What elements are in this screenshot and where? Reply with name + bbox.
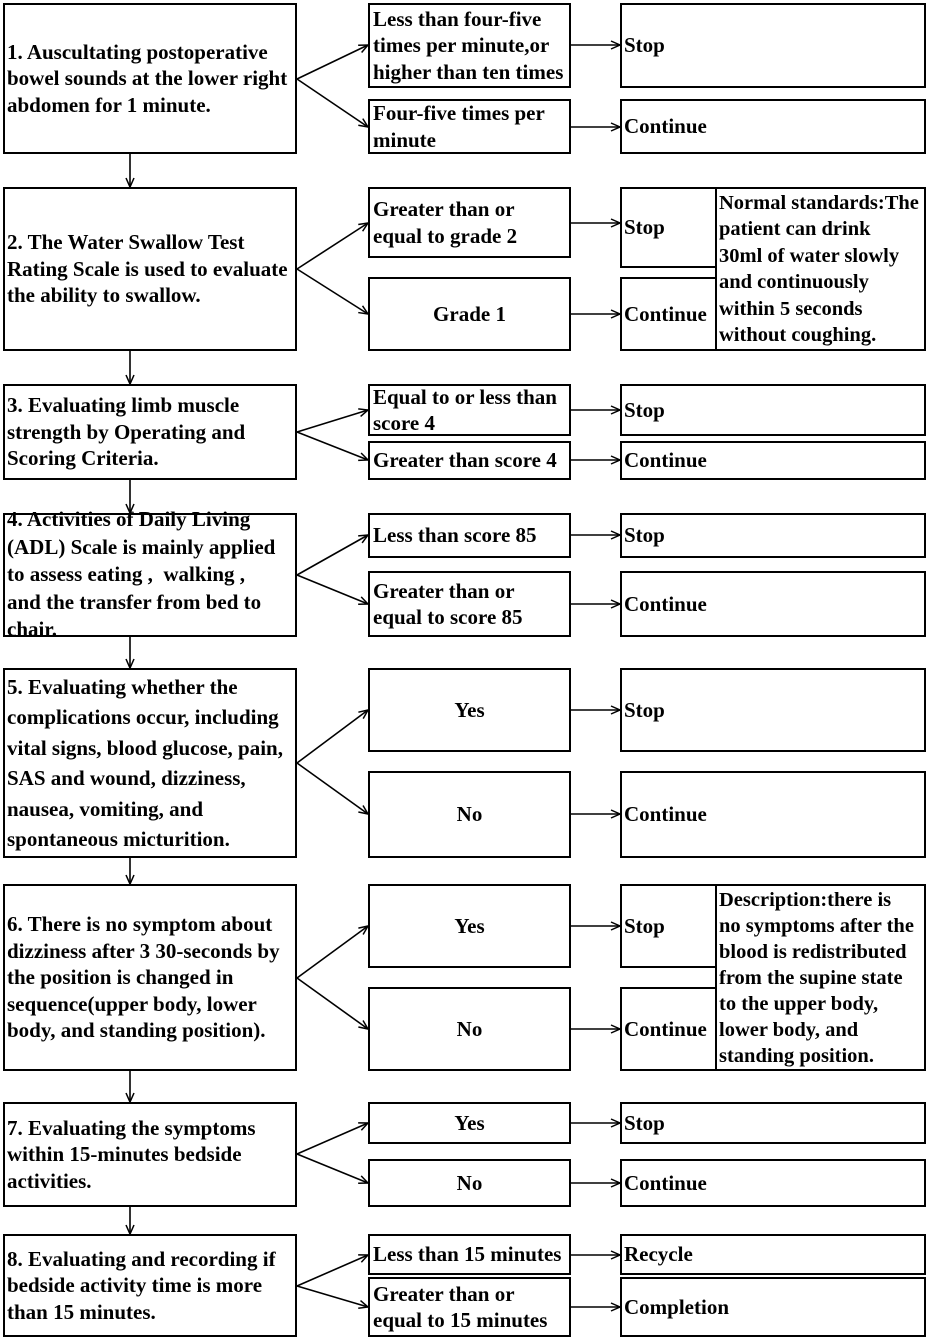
step-6-text-line: body, and standing position). — [7, 1018, 266, 1043]
step-6-result-a-box — [620, 884, 717, 968]
step-2-box — [3, 187, 297, 351]
arrow-step-5-to-condition-b — [297, 763, 368, 814]
condition-text-line: No — [456, 1016, 483, 1041]
step-6-text-line: dizziness after 3 30-seconds by — [7, 938, 280, 963]
step-7-box — [3, 1102, 297, 1207]
condition-text-line: No — [456, 1170, 483, 1195]
step-3-condition-b-box — [368, 441, 571, 480]
normal-standards-note-box — [715, 187, 926, 351]
step-8-result-a-box — [620, 1234, 926, 1275]
condition-text-line: Greater than or — [373, 1281, 515, 1306]
step-1-result-b-box — [620, 99, 926, 154]
arrow-step-1-to-condition-b — [297, 79, 368, 127]
step-5-text-line: vital signs, blood glucose, pain, — [7, 735, 283, 760]
step-5-box — [3, 668, 297, 858]
step-1-text-line: 1. Auscultating postoperative — [7, 39, 268, 64]
result-label: Stop — [624, 913, 665, 938]
step-6-text-line: sequence(upper body, lower — [7, 991, 257, 1016]
note-text-line: Description:there is — [719, 888, 892, 911]
step-7-text-line: within 15-minutes bedside — [7, 1142, 242, 1167]
arrow-step-8-to-condition-b — [297, 1286, 368, 1307]
condition-text-line: minute — [373, 127, 436, 152]
step-5-condition-a-box — [368, 668, 571, 752]
step-1-result-a-box — [620, 3, 926, 88]
step-3-condition-a-box — [368, 384, 571, 436]
step-6-text-line: 6. There is no symptom about — [7, 912, 273, 937]
condition-text-line: Greater than or — [373, 197, 515, 221]
result-label: Continue — [624, 1170, 707, 1195]
step-4-text-line: and the transfer from bed to — [7, 589, 262, 614]
arrow-step-6-to-condition-a — [297, 926, 368, 978]
step-3-text-line: strength by Operating and — [7, 419, 246, 444]
step-7-condition-a-box — [368, 1102, 571, 1144]
step-1-condition-a-box — [368, 3, 571, 88]
arrow-step-5-to-condition-a — [297, 710, 368, 763]
result-label: Stop — [624, 697, 665, 722]
step-8-box — [3, 1234, 297, 1337]
step-8-text-line: than 15 minutes. — [7, 1299, 156, 1324]
step-8-condition-a-box — [368, 1234, 571, 1275]
result-label: Stop — [624, 1110, 665, 1135]
condition-text-line: Yes — [454, 1110, 485, 1135]
step-6-condition-a-box — [368, 884, 571, 968]
note-text-line: lower body, and — [719, 1018, 859, 1041]
arrow-step-6-to-condition-b — [297, 978, 368, 1029]
step-4-text-line: chair. — [7, 617, 57, 642]
step-7-text-line: 7. Evaluating the symptoms — [7, 1115, 256, 1140]
note-text-line: 30ml of water slowly — [719, 244, 900, 267]
step-7-condition-b-box — [368, 1159, 571, 1207]
step-2-text-line: the ability to swallow. — [7, 283, 201, 308]
condition-text-line: Yes — [454, 913, 485, 938]
step-3-result-b-box — [620, 441, 926, 480]
condition-text-line: Equal to or less than — [373, 384, 557, 409]
result-label: Continue — [624, 1016, 707, 1041]
step-7-result-b-box — [620, 1159, 926, 1207]
step-2-condition-b-box — [368, 277, 571, 351]
step-1-box — [3, 3, 297, 154]
condition-text-line: equal to 15 minutes — [373, 1308, 548, 1332]
step-5-text-line: 5. Evaluating whether the — [7, 674, 238, 699]
result-label: Stop — [624, 523, 665, 548]
step-6-box — [3, 884, 297, 1071]
condition-text-line: times per minute,or — [373, 33, 550, 58]
note-text-line: patient can drink — [719, 218, 871, 240]
note-text-line: without coughing. — [719, 324, 877, 346]
condition-text-line: Greater than or — [373, 578, 515, 603]
result-label: Continue — [624, 591, 707, 616]
step-1-text-line: abdomen for 1 minute. — [7, 92, 211, 117]
arrow-step-7-to-condition-a — [297, 1123, 368, 1154]
step-8-text-line: 8. Evaluating and recording if — [7, 1246, 276, 1271]
arrow-step-4-to-condition-a — [297, 535, 368, 575]
step-1-condition-b-box — [368, 99, 571, 154]
condition-text-line: Four-five times per — [373, 101, 545, 125]
result-label: Continue — [624, 448, 707, 473]
condition-text-line: No — [456, 802, 483, 827]
step-4-box — [3, 507, 297, 642]
step-8-result-b-box — [620, 1277, 926, 1337]
step-8-condition-b-box — [368, 1277, 571, 1337]
step-5-text-line: nausea, vomiting, and — [7, 796, 204, 821]
arrow-step-1-to-condition-a — [297, 45, 368, 79]
arrow-step-3-to-condition-a — [297, 410, 368, 432]
note-text-line: within 5 seconds — [719, 297, 863, 320]
arrow-step-2-to-condition-b — [297, 269, 368, 314]
step-5-condition-b-box — [368, 771, 571, 858]
condition-text-line: equal to grade 2 — [373, 223, 518, 248]
note-text-line: Normal standards:The — [719, 191, 919, 214]
note-text-line: and continuously — [719, 271, 869, 293]
arrow-step-7-to-condition-b — [297, 1154, 368, 1183]
arrow-step-8-to-condition-a — [297, 1255, 368, 1286]
result-label: Stop — [624, 33, 665, 58]
step-3-result-a-box — [620, 384, 926, 436]
step-3-box — [3, 384, 297, 480]
step-6-result-b-box — [620, 987, 717, 1071]
note-text-line: standing position. — [719, 1044, 874, 1067]
step-2-text-line: Rating Scale is used to evaluate — [7, 256, 288, 281]
arrow-step-4-to-condition-b — [297, 575, 368, 604]
arrow-step-3-to-condition-b — [297, 432, 368, 460]
step-4-condition-b-box — [368, 571, 571, 637]
result-label: Continue — [624, 301, 707, 326]
step-5-result-b-box — [620, 771, 926, 858]
step-5-text-line: spontaneous micturition. — [7, 827, 230, 851]
step-4-text-line: (ADL) Scale is mainly applied — [7, 534, 276, 559]
step-2-text-line: 2. The Water Swallow Test — [7, 230, 245, 255]
condition-text-line: Less than four-five — [373, 6, 542, 31]
step-1-text-line: bowel sounds at the lower right — [7, 66, 288, 91]
step-6-condition-b-box — [368, 987, 571, 1071]
condition-text-line: score 4 — [373, 411, 436, 435]
step-4-result-b-box — [620, 571, 926, 637]
step-4-result-a-box — [620, 513, 926, 558]
step-5-text-line: SAS and wound, dizziness, — [7, 766, 246, 790]
result-label: Stop — [624, 215, 665, 240]
condition-text-line: Grade 1 — [433, 301, 506, 326]
step-4-text-line: 4. Activities of Daily Living — [7, 507, 251, 532]
note-text-line: no symptoms after the — [719, 914, 914, 937]
note-text-line: from the supine state — [719, 966, 903, 989]
step-2-condition-a-box — [368, 187, 571, 258]
step-7-text-line: activities. — [7, 1168, 92, 1193]
step-4-text-line: to assess eating , walking , — [7, 562, 246, 587]
note-text-line: to the upper body, — [719, 992, 879, 1015]
step-8-text-line: bedside activity time is more — [7, 1273, 263, 1298]
step-5-text-line: complications occur, including — [7, 705, 279, 729]
step-7-result-a-box — [620, 1102, 926, 1144]
result-label: Continue — [624, 114, 707, 139]
result-label: Recycle — [624, 1242, 693, 1267]
result-label: Stop — [624, 397, 665, 422]
condition-text-line: Less than score 85 — [373, 523, 537, 548]
result-label: Continue — [624, 802, 707, 827]
condition-text-line: Yes — [454, 697, 485, 722]
step-3-text-line: Scoring Criteria. — [7, 446, 159, 471]
condition-text-line: Greater than score 4 — [373, 448, 557, 473]
condition-text-line: Less than 15 minutes — [373, 1242, 562, 1267]
result-label: Completion — [624, 1294, 729, 1319]
note-text-line: blood is redistributed — [719, 940, 907, 963]
step-4-condition-a-box — [368, 513, 571, 558]
step-2-result-b-box — [620, 277, 717, 351]
description-note-box — [715, 884, 926, 1071]
arrow-step-2-to-condition-a — [297, 223, 368, 269]
step-2-result-a-box — [620, 187, 717, 268]
condition-text-line: higher than ten times — [373, 59, 564, 84]
condition-text-line: equal to score 85 — [373, 605, 523, 629]
step-3-text-line: 3. Evaluating limb muscle — [7, 393, 240, 418]
step-6-text-line: the position is changed in — [7, 965, 234, 990]
step-5-result-a-box — [620, 668, 926, 752]
